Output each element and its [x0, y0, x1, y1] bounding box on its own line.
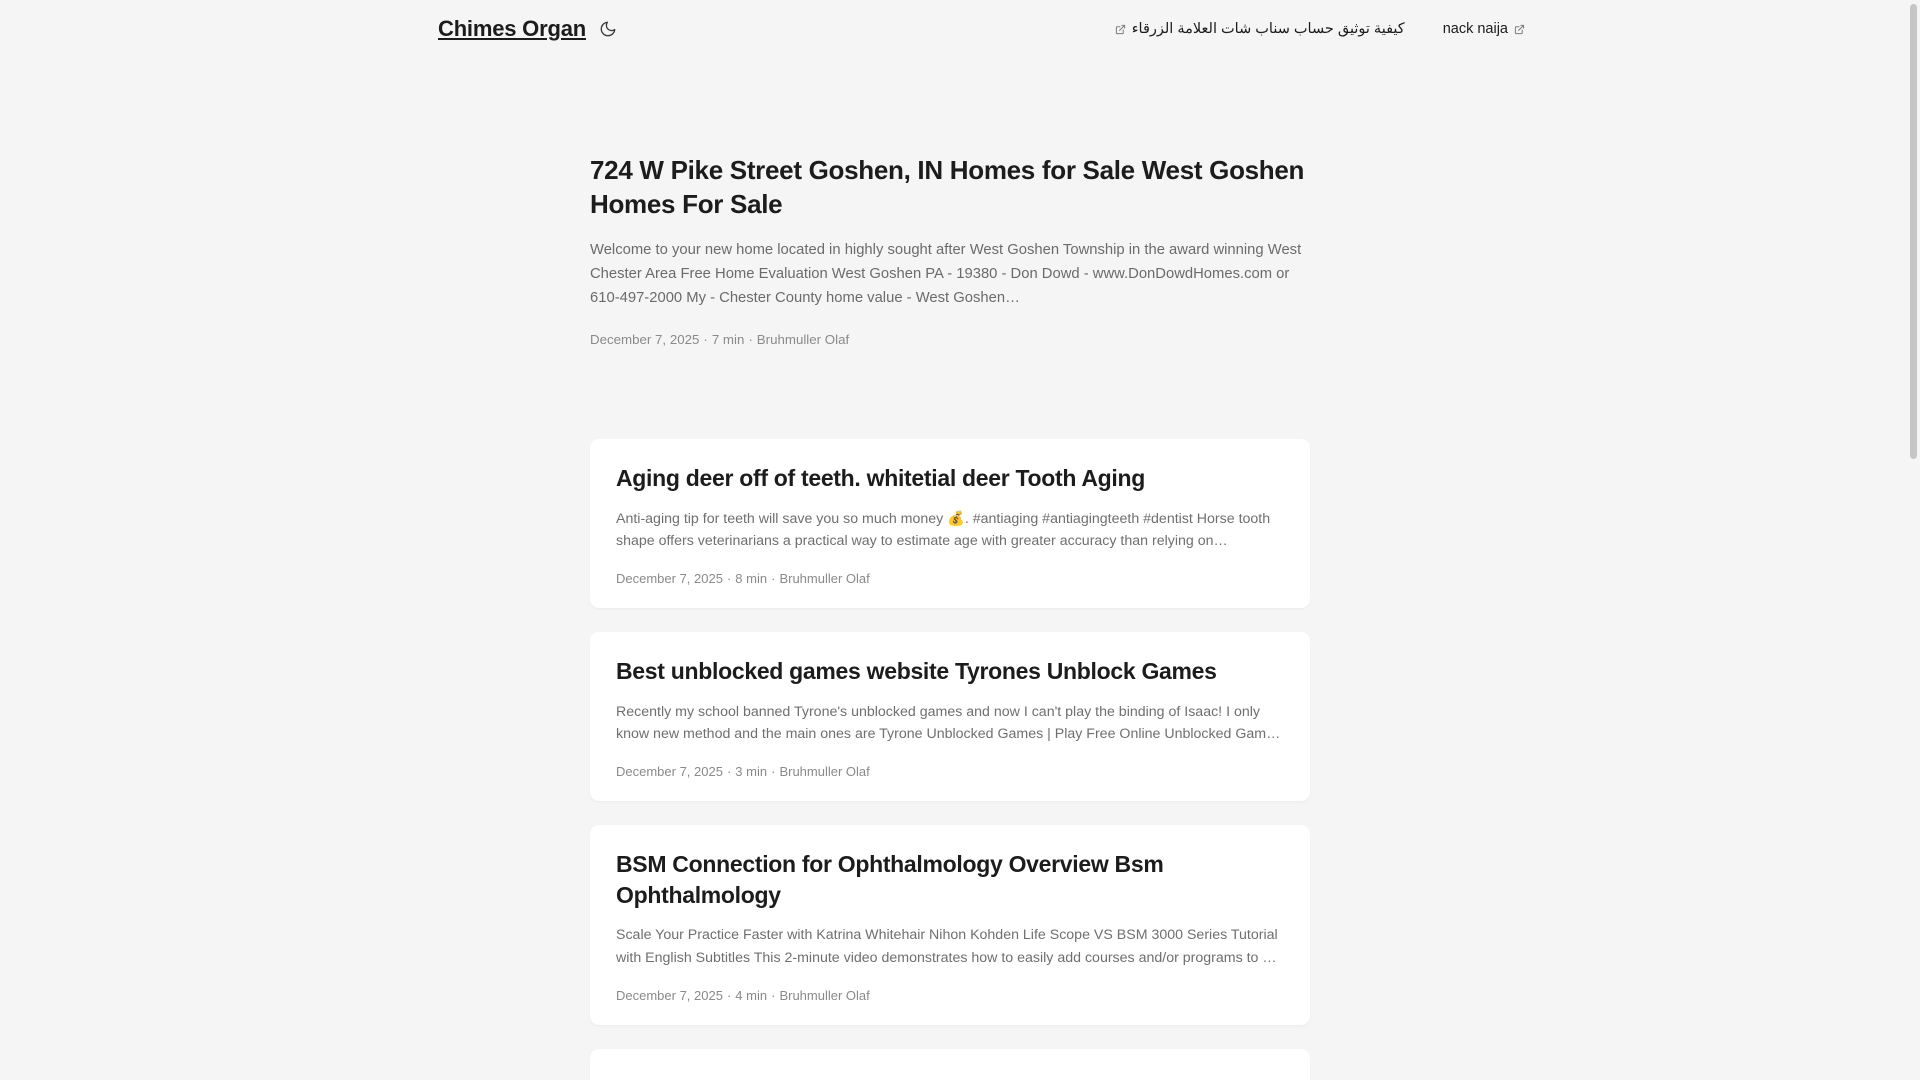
meta-separator: ·: [703, 331, 708, 347]
site-header: [0, 0, 1920, 58]
post-date: December 7, 2025: [616, 763, 723, 779]
meta-separator: ·: [748, 331, 753, 347]
post-title[interactable]: Aging deer off of teeth. whitetial deer Tooth Aging: [616, 464, 1146, 491]
post-summary: Anti-aging tip for teeth will save you so much money 💰. #antiaging #antiagingteeth #dentist Horse tooth shape offers veterinarians a practical way to estimate age with greater accuracy than relying on…: [616, 510, 1271, 550]
header-inner: [0, 18, 1920, 40]
scrollbar-thumb[interactable]: [1910, 4, 1917, 459]
post-meta: [616, 571, 1284, 586]
post-author: Bruhmuller Olaf: [779, 570, 870, 586]
post-summary: Welcome to your new home located in highly sought after West Goshen Township in the award winning West Chester Area Free Home Evaluation West Goshen PA - 19380 - Don Dowd - www.DonDowdHomes.com or 610-497-2000 My - Chester County home value - West Goshen…: [590, 241, 1302, 306]
post-title[interactable]: BSM Connection for Ophthalmology Overview Bsm Ophthalmology: [616, 850, 1164, 908]
site-title[interactable]: Chimes Organ: [438, 16, 586, 41]
header-nav: [1115, 21, 1525, 37]
post-card[interactable]: [590, 632, 1310, 801]
post-author: Bruhmuller Olaf: [756, 331, 850, 347]
featured-post[interactable]: [590, 153, 1310, 347]
post-read-time: 3 min: [735, 763, 768, 779]
post-summary: Scale Your Practice Faster with Katrina Whitehair Nihon Kohden Life Scope VS BSM 3000 Series Tutorial with English Subtitles This 2-minute video demonstrates how to easily add courses and/or programs to …: [616, 927, 1278, 966]
meta-separator: ·: [726, 763, 732, 779]
post-date: December 7, 2025: [616, 987, 723, 1003]
nav-link-snapchat-verification[interactable]: [1115, 21, 1405, 37]
post-author: Bruhmuller Olaf: [779, 987, 870, 1003]
post-list: [590, 58, 1310, 1080]
post-meta: [616, 764, 1284, 779]
brand-area: [438, 18, 618, 40]
post-read-time: 7 min: [711, 331, 745, 347]
nav-link-nack-naija[interactable]: [1443, 21, 1525, 37]
meta-separator: ·: [771, 763, 776, 779]
post-card[interactable]: [590, 439, 1310, 608]
post-card-partial[interactable]: [590, 1049, 1310, 1080]
moon-icon[interactable]: [598, 19, 618, 39]
post-title[interactable]: Best unblocked games website Tyrones Unblock Games: [616, 657, 1217, 684]
external-link-icon: [1115, 23, 1126, 34]
post-read-time: 4 min: [735, 987, 768, 1003]
nav-link-label: nack naija: [1442, 21, 1508, 37]
post-meta: [590, 332, 1310, 347]
post-date: December 7, 2025: [616, 570, 723, 586]
post-card[interactable]: [590, 825, 1310, 1025]
external-link-icon: [1514, 23, 1525, 34]
post-author: Bruhmuller Olaf: [779, 763, 870, 779]
post-summary: Recently my school banned Tyrone's unblocked games and now I can't play the binding of Isaac! I only know new method and the main ones are Tyrone Unblocked Games | Play Free Online Unblocked Gam…: [616, 703, 1281, 743]
meta-separator: ·: [726, 570, 732, 586]
post-date: December 7, 2025: [590, 331, 700, 347]
post-meta: [616, 988, 1284, 1003]
meta-separator: ·: [771, 987, 776, 1003]
page-scrollbar[interactable]: [1906, 0, 1920, 1080]
post-read-time: 8 min: [735, 570, 768, 586]
meta-separator: ·: [726, 987, 732, 1003]
meta-separator: ·: [771, 570, 776, 586]
post-title[interactable]: 724 W Pike Street Goshen, IN Homes for Sale West Goshen Homes For Sale: [590, 155, 1305, 220]
nav-link-label: كيفية توثيق حساب سناب شات العلامة الزرقاء: [1131, 21, 1405, 37]
